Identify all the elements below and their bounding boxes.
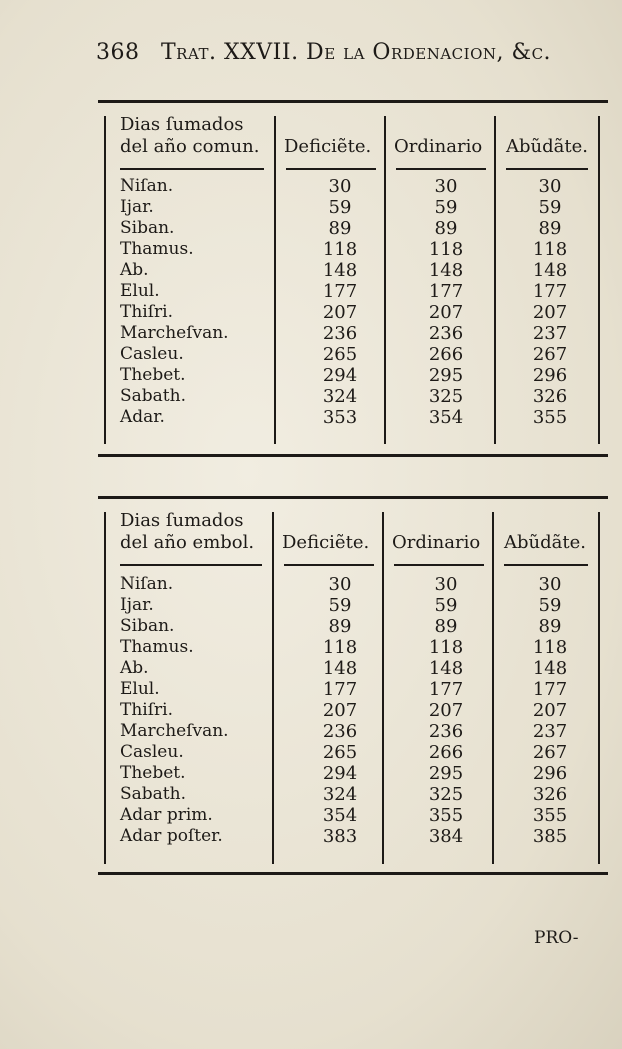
table-row (98, 218, 608, 239)
abundante-value: 89 (538, 616, 562, 637)
abundante-value: 237 (532, 323, 568, 344)
table-row (98, 365, 608, 386)
table-row (98, 700, 608, 721)
table-row (98, 658, 608, 679)
table1-header-deficiente: Deficiẽte. (284, 136, 372, 157)
abundante-value: 355 (532, 407, 568, 428)
abundante-value: 326 (532, 386, 568, 407)
abundante-value: 89 (538, 218, 562, 239)
abundante-value: 355 (532, 805, 568, 826)
table-row (98, 826, 608, 847)
deficiente-value: 294 (322, 763, 358, 784)
deficiente-value: 177 (322, 281, 358, 302)
abundante-value: 207 (532, 700, 568, 721)
table1-header-abundante: Abũdãte. (506, 136, 588, 157)
month-name: Adar poſter. (120, 826, 223, 846)
table2-header-underline-2 (284, 564, 374, 566)
ordinario-value: 177 (428, 679, 464, 700)
abundante-value: 326 (532, 784, 568, 805)
ordinario-value: 236 (428, 323, 464, 344)
table2-header-abundante: Abũdãte. (504, 532, 586, 553)
deficiente-value: 30 (328, 574, 352, 595)
deficiente-value: 324 (322, 784, 358, 805)
abundante-value: 267 (532, 344, 568, 365)
ordinario-value: 266 (428, 742, 464, 763)
month-name: Ab. (120, 260, 149, 280)
deficiente-value: 207 (322, 700, 358, 721)
month-name: Ab. (120, 658, 149, 678)
table1-header-days-line2: del año comun. (120, 136, 260, 157)
table-common-year (98, 108, 608, 448)
ordinario-value: 384 (428, 826, 464, 847)
ordinario-value: 148 (428, 260, 464, 281)
month-name: Niſan. (120, 574, 174, 594)
month-name: Ijar. (120, 595, 154, 615)
deficiente-value: 324 (322, 386, 358, 407)
month-name: Casleu. (120, 344, 184, 364)
table-row (98, 239, 608, 260)
table-row (98, 616, 608, 637)
abundante-value: 118 (532, 239, 568, 260)
month-name: Thebet. (120, 365, 186, 385)
table-row (98, 637, 608, 658)
deficiente-value: 265 (322, 344, 358, 365)
month-name: Thiſri. (120, 302, 173, 322)
abundante-value: 118 (532, 637, 568, 658)
table2-header-days (120, 510, 254, 554)
month-name: Siban. (120, 218, 175, 238)
deficiente-value: 353 (322, 407, 358, 428)
month-name: Thebet. (120, 763, 186, 783)
table-embolismic-year (98, 504, 608, 868)
month-name: Marcheſvan. (120, 721, 229, 741)
deficiente-value: 207 (322, 302, 358, 323)
abundante-value: 177 (532, 679, 568, 700)
table1-top-rule (98, 100, 608, 103)
abundante-value: 385 (532, 826, 568, 847)
running-title: Trat. XXVII. De la Ordenacion, &c. (161, 40, 552, 65)
ordinario-value: 118 (428, 637, 464, 658)
abundante-value: 148 (532, 658, 568, 679)
table1-header-underline-3 (396, 168, 486, 170)
deficiente-value: 148 (322, 658, 358, 679)
month-name: Thamus. (120, 239, 194, 259)
catchword: PRO- (534, 928, 579, 948)
month-name: Adar prim. (120, 805, 213, 825)
ordinario-value: 30 (434, 176, 458, 197)
table-row (98, 260, 608, 281)
deficiente-value: 118 (322, 239, 358, 260)
deficiente-value: 30 (328, 176, 352, 197)
abundante-value: 237 (532, 721, 568, 742)
month-name: Niſan. (120, 176, 174, 196)
month-name: Elul. (120, 679, 160, 699)
table2-header-days-line1: Dias ſumados (120, 510, 244, 531)
deficiente-value: 89 (328, 218, 352, 239)
deficiente-value: 265 (322, 742, 358, 763)
deficiente-value: 118 (322, 637, 358, 658)
ordinario-value: 207 (428, 700, 464, 721)
ordinario-value: 325 (428, 386, 464, 407)
table-row (98, 197, 608, 218)
ordinario-value: 266 (428, 344, 464, 365)
page-number: 368 (96, 40, 140, 65)
table2-header-underline-1 (120, 564, 262, 566)
deficiente-value: 89 (328, 616, 352, 637)
table1-header-days-line1: Dias ſumados (120, 114, 244, 135)
table-row (98, 176, 608, 197)
table2-top-rule (98, 496, 608, 499)
month-name: Thiſri. (120, 700, 173, 720)
table1-bottom-rule (98, 454, 608, 457)
table1-header-ordinario: Ordinario (394, 136, 483, 157)
abundante-value: 59 (538, 197, 562, 218)
table-row (98, 805, 608, 826)
ordinario-value: 59 (434, 197, 458, 218)
ordinario-value: 177 (428, 281, 464, 302)
ordinario-value: 325 (428, 784, 464, 805)
abundante-value: 148 (532, 260, 568, 281)
table-row (98, 679, 608, 700)
table-row (98, 595, 608, 616)
month-name: Marcheſvan. (120, 323, 229, 343)
ordinario-value: 118 (428, 239, 464, 260)
ordinario-value: 354 (428, 407, 464, 428)
table-row (98, 407, 608, 428)
ordinario-value: 355 (428, 805, 464, 826)
table2-header-days-line2: del año embol. (120, 532, 255, 553)
ordinario-value: 89 (434, 218, 458, 239)
table1-header-underline-2 (286, 168, 376, 170)
deficiente-value: 383 (322, 826, 358, 847)
ordinario-value: 295 (428, 763, 464, 784)
month-name: Thamus. (120, 637, 194, 657)
month-name: Sabath. (120, 386, 186, 406)
table2-header-underline-3 (394, 564, 484, 566)
table-row (98, 784, 608, 805)
month-name: Ijar. (120, 197, 154, 217)
table-row (98, 323, 608, 344)
deficiente-value: 236 (322, 721, 358, 742)
table2-bottom-rule (98, 872, 608, 875)
running-header (96, 40, 596, 65)
month-name: Elul. (120, 281, 160, 301)
table1-header-underline-1 (120, 168, 264, 170)
table2-header-underline-4 (504, 564, 588, 566)
table-row (98, 721, 608, 742)
deficiente-value: 148 (322, 260, 358, 281)
table1-header-days (120, 114, 259, 158)
deficiente-value: 294 (322, 365, 358, 386)
month-name: Casleu. (120, 742, 184, 762)
abundante-value: 207 (532, 302, 568, 323)
abundante-value: 296 (532, 365, 568, 386)
month-name: Adar. (120, 407, 165, 427)
table-row (98, 742, 608, 763)
ordinario-value: 207 (428, 302, 464, 323)
table-row (98, 281, 608, 302)
ordinario-value: 59 (434, 595, 458, 616)
table-row (98, 302, 608, 323)
ordinario-value: 30 (434, 574, 458, 595)
abundante-value: 30 (538, 574, 562, 595)
table2-header-deficiente: Deficiẽte. (282, 532, 370, 553)
abundante-value: 177 (532, 281, 568, 302)
deficiente-value: 177 (322, 679, 358, 700)
deficiente-value: 59 (328, 197, 352, 218)
table-row (98, 386, 608, 407)
ordinario-value: 295 (428, 365, 464, 386)
ordinario-value: 148 (428, 658, 464, 679)
table-row (98, 763, 608, 784)
abundante-value: 296 (532, 763, 568, 784)
ordinario-value: 89 (434, 616, 458, 637)
deficiente-value: 236 (322, 323, 358, 344)
abundante-value: 267 (532, 742, 568, 763)
table-row (98, 574, 608, 595)
table1-header-underline-4 (506, 168, 588, 170)
abundante-value: 30 (538, 176, 562, 197)
ordinario-value: 236 (428, 721, 464, 742)
deficiente-value: 354 (322, 805, 358, 826)
table-row (98, 344, 608, 365)
abundante-value: 59 (538, 595, 562, 616)
month-name: Siban. (120, 616, 175, 636)
deficiente-value: 59 (328, 595, 352, 616)
table2-header-ordinario: Ordinario (392, 532, 481, 553)
month-name: Sabath. (120, 784, 186, 804)
